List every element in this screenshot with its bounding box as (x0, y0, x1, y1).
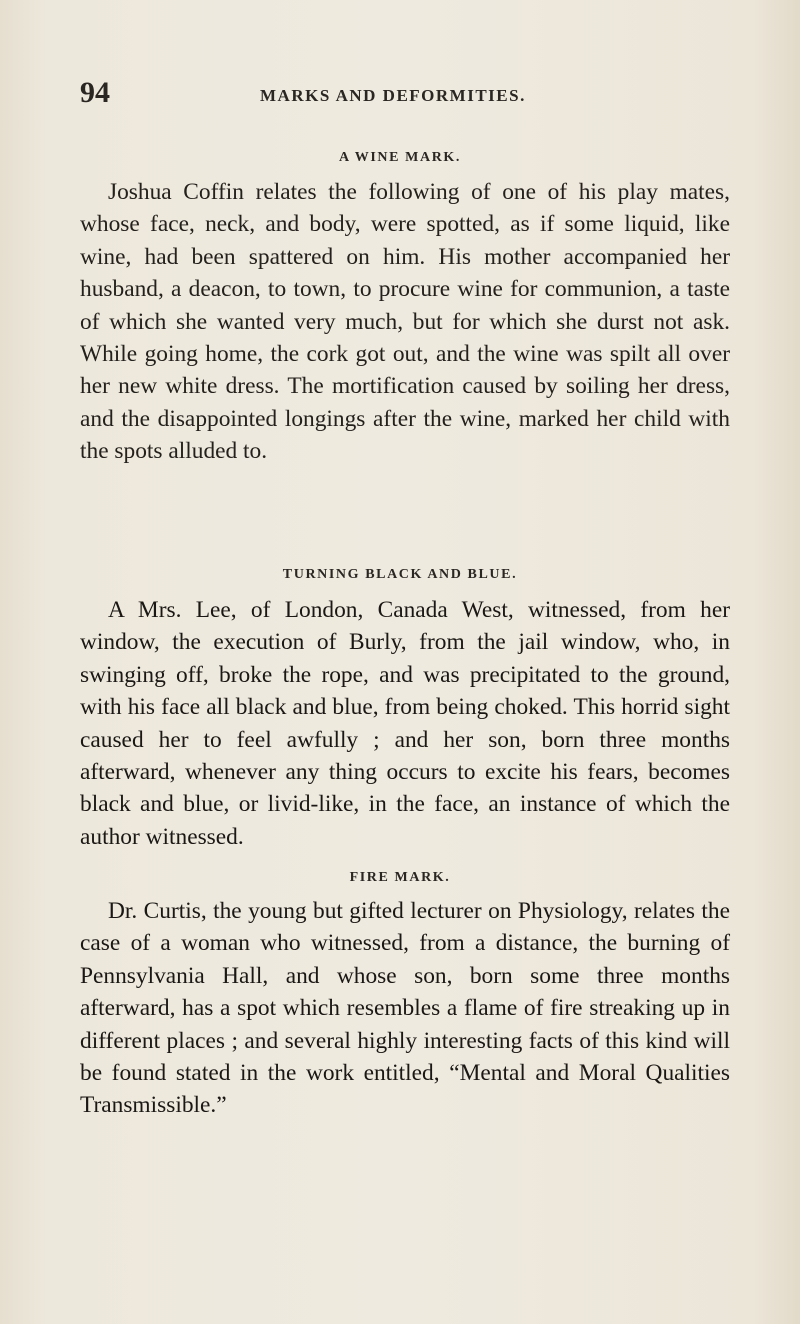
page-number: 94 (80, 76, 110, 109)
page-header (60, 72, 760, 112)
paragraph-black-and-blue: A Mrs. Lee, of London, Canada West, witnessed, from her window, the execution of Burly, from the jail window, who, in swinging off, broke the rope, and was precipitated to the ground, with his face all black and blue, from being choked. This horrid sight caused her to feel awfully ; and her son, born three months afterward, whenever any thing occurs to excite his fears, becomes black and blue, or livid-like, in the face, an instance of which the author witnessed. (80, 597, 730, 850)
section-title-wine-mark: A WINE MARK. (338, 150, 461, 165)
section-title-fire-mark: FIRE MARK. (349, 870, 451, 885)
section-title-black-and-blue: TURNING BLACK AND BLUE. (282, 567, 518, 582)
paragraph-wine-mark: Joshua Coffin relates the following of one of his play mates, whose face, neck, and body, were spotted, as if some liquid, like wine, had been spattered on him. His mother accompanied her husband, a deacon, to town, to procure wine for communion, a taste of which she wanted very much, but for which she durst not ask. While going home, the cork got out, and the wine was spilt all over her new white dress. The mortification caused by soiling her dress, and the disappointed longings after the wine, marked her child with the spots alluded to. (80, 179, 730, 465)
running-head: MARKS AND DEFORMITIES. (260, 86, 526, 105)
paragraph-fire-mark: Dr. Curtis, the young but gifted lecturer on Physiology, relates the case of a woman who witnessed, from a distance, the burning of Pennsylvania Hall, and whose son, born some three months afterward, has a spot which resembles a flame of fire streaking up in different places ; and several highly interesting facts of this kind will be found stated in the work entitled, “Mental and Moral Qualities Transmissible.” (80, 898, 730, 1119)
